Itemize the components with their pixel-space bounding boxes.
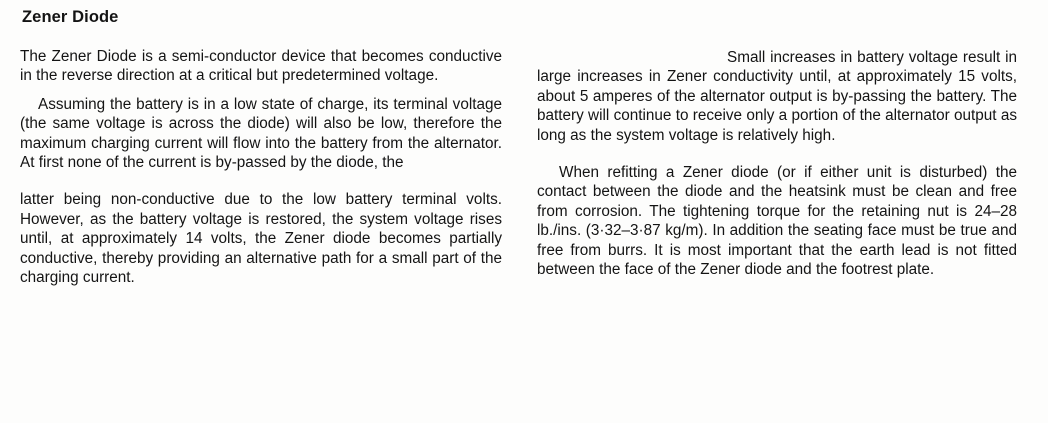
paragraph-charging-bottom: latter being non-conductive due to the low battery terminal volts. However, as the battery voltage is restored, the system voltage rises until, at approximately 14 volts, the Zener diode becomes partially conductive, thereby providing an alternative path for a small part of the charging current. [20, 191, 502, 287]
paragraph-charging-top: Assuming the battery is in a low state of charge, its terminal voltage (the same voltage is across the diode) will also be low, therefore the maximum charging current will flow into the battery from the alternator. At first none of the current is by-passed by the diode, the [20, 95, 502, 172]
right-column [537, 48, 1017, 279]
left-column [20, 47, 502, 287]
paragraph-refitting: When refitting a Zener diode (or if either unit is disturbed) the contact between the diode and the heatsink must be clean and free from corrosion. The tightening torque for the retaining nut is 24–28 lb./ins. (3·32–3·87 kg/m). In addition the seating face must be true and free from burrs. It is most important that the earth lead is not fitted between the face of the Zener diode and the footrest plate. [537, 164, 1017, 279]
section-heading: Zener Diode [22, 8, 119, 26]
paragraph-conductivity: Small increases in battery voltage result in large increases in Zener conductivity until, at approximately 15 volts, about 5 amperes of the alternator output is by-passing the battery. The battery will continue to receive only a portion of the alternator output as long as the system voltage is relatively high. [537, 49, 1017, 144]
paragraph-definition: The Zener Diode is a semi-conductor device that becomes conductive in the reverse direction at a critical but predetermined voltage. [20, 48, 502, 85]
